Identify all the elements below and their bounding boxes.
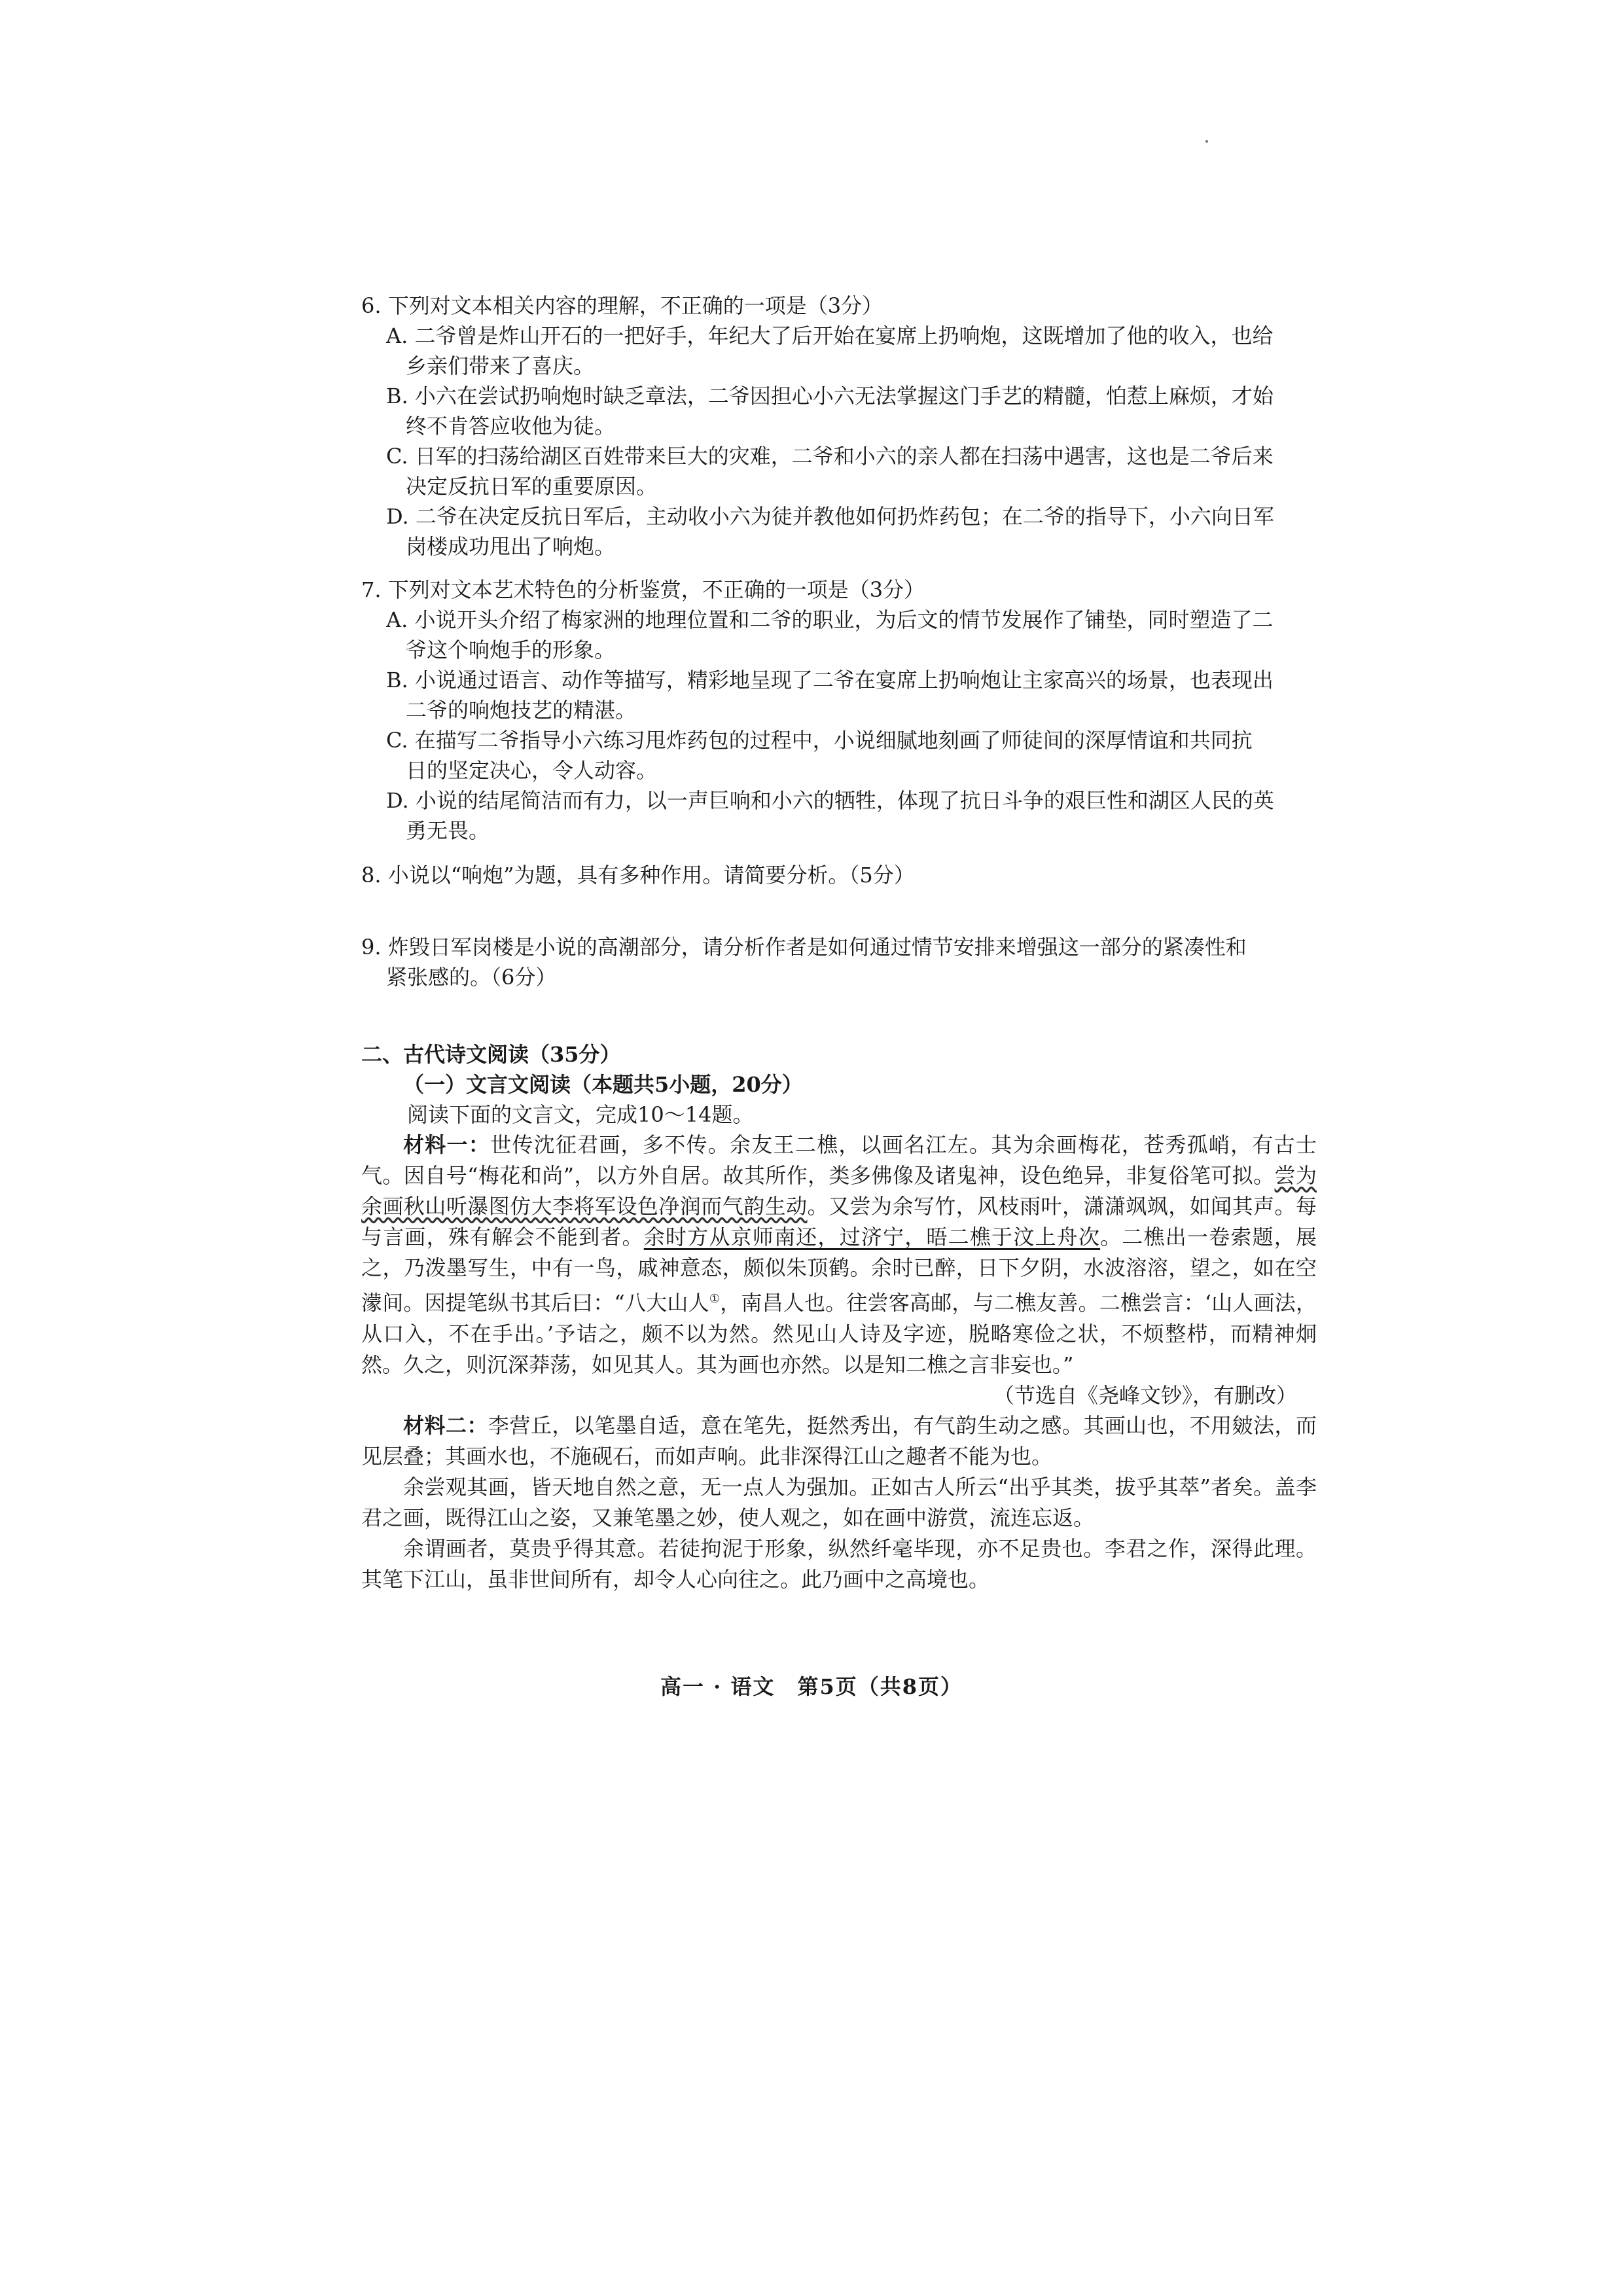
material-2-label: 材料二： [403,1412,488,1438]
section-2-subtitle: （一）文言文阅读（本题共5小题，20分） [403,1072,803,1097]
q7-option-d: D. 小说的结尾简洁而有力，以一声巨响和小六的牺牲，体现了抗日斗争的艰巨性和湖区人民的英 勇无畏。 [386,788,1274,843]
q6-option-a: A. 二爷曾是炸山开石的一把好手，年纪大了后开始在宴席上扔响炮，这既增加了他的收入，也给 乡亲们带来了喜庆。 [386,323,1274,378]
scan-speck [1205,140,1208,143]
q7-option-b: B. 小说通过语言、动作等描写，精彩地呈现了二爷在宴席上扔响炮让主家高兴的场景，也表现出 二爷的响炮技艺的精湛。 [386,668,1274,723]
underlined-sentence: 余时方从京师南还，过济宁，晤二樵于汶上舟次 [643,1225,1101,1249]
q6-option-b: B. 小六在尝试扔响炮时缺乏章法，二爷因担心小六无法掌握这门手艺的精髓，怕惹上麻烦，才始 终不肯答应收他为徒。 [386,384,1274,439]
question-8 [361,860,1317,890]
material-1-source: （节选自《尧峰文钞》，有删改） [993,1382,1297,1408]
material-1: 材料一：世传沈征君画，多不传。余友王二樵，以画名江左。其为余画梅花，苍秀孤峭，有古士气。因自号“梅花和尚”，以方外自居。故其所作，类多佛像及诸鬼神，设色绝异，非复俗笔可拟。尝为余画秋山听瀑图仿大李将军设色净润而气韵生动。又尝为余写竹，风枝雨叶，潇潇飒飒，如闻其声。每与言画，殊有解会不能到者。余时方从京师南还，过济宁，晤二樵于汶上舟次。二樵出一卷索题，展之，乃泼墨写生，中有一鸟，戚神意态，颇似朱顶鹤。余时已醉，日下夕阴，水波溶溶，望之，如在空濛间。因提笔纵书其后曰：“八大山人①，南昌人也。往尝客高邮，与二樵友善。二樵尝言：‘山人画法，从口入，不在手出。’予诘之，颇不以为然。然见山人诗及字迹，脱略寒俭之状，不烦整栉，而精神炯然。久之，则沉深莽荡，如见其人。其为画也亦然。以是知二樵之言非妄也。” [361,1132,1317,1377]
section-2-instruction: 阅读下面的文言文，完成10～14题。 [407,1102,754,1127]
material-1-label: 材料一： [403,1132,491,1157]
footnote-mark: ① [709,1292,721,1306]
q6-option-c: C. 日军的扫荡给湖区百姓带来巨大的灾难，二爷和小六的亲人都在扫荡中遇害，这也是二爷后来 决定反抗日军的重要原因。 [386,444,1274,499]
question-9-line-1: 9. 炸毁日军岗楼是小说的高潮部分，请分析作者是如何通过情节安排来增强这一部分的紧凑性和 [361,935,1247,960]
question-8-stem: 8. 小说以“响炮”为题，具有多种作用。请简要分析。（5分） [361,863,915,888]
question-6-stem: 6. 下列对文本相关内容的理解，不正确的一项是（3分） [361,293,883,318]
page-footer: 高一 · 语文 第5页（共8页） [660,1674,963,1699]
q7-option-a: A. 小说开头介绍了梅家洲的地理位置和二爷的职业，为后文的情节发展作了铺垫，同时塑造了二 爷这个响炮手的形象。 [386,607,1274,662]
question-9-line-2: 紧张感的。（6分） [386,965,557,990]
question-6 [361,291,1317,562]
section-2 [361,1039,1317,1595]
question-7 [361,575,1317,846]
material-2-p2: 余尝观其画，皆天地自然之意，无一点人为强加。正如古人所云“出乎其类，拔乎其萃”者矣。盖李君之画，既得江山之姿，又兼笔墨之妙，使人观之，如在画中游赏，流连忘返。 [361,1474,1317,1530]
q7-option-c: C. 在描写二爷指导小六练习甩炸药包的过程中，小说细腻地刻画了师徒间的深厚情谊和共同抗 日的坚定决心，令人动容。 [386,728,1253,783]
material-2-p1: 材料二：李营丘，以笔墨自适，意在笔先，挺然秀出，有气韵生动之感。其画山也，不用皴法，而见层叠；其画水也，不施砚石，而如声响。此非深得江山之趣者不能为也。 [361,1412,1317,1469]
section-2-title: 二、古代诗文阅读（35分） [361,1042,621,1067]
question-7-stem: 7. 下列对文本艺术特色的分析鉴赏，不正确的一项是（3分） [361,577,925,602]
wavy-underlined-sentence: 尝为余画秋山听瀑图仿大李将军设色净润而气韵生动 [361,1163,1317,1219]
question-9 [361,932,1317,992]
material-2-p3: 余谓画者，莫贵乎得其意。若徒拘泥于形象，纵然纤毫毕现，亦不足贵也。李君之作，深得此理。其笔下江山，虽非世间所有，却令人心向往之。此乃画中之高境也。 [361,1535,1317,1592]
q6-option-d: D. 二爷在决定反抗日军后，主动收小六为徒并教他如何扔炸药包；在二爷的指导下，小六向日军 岗楼成功甩出了响炮。 [386,504,1274,559]
